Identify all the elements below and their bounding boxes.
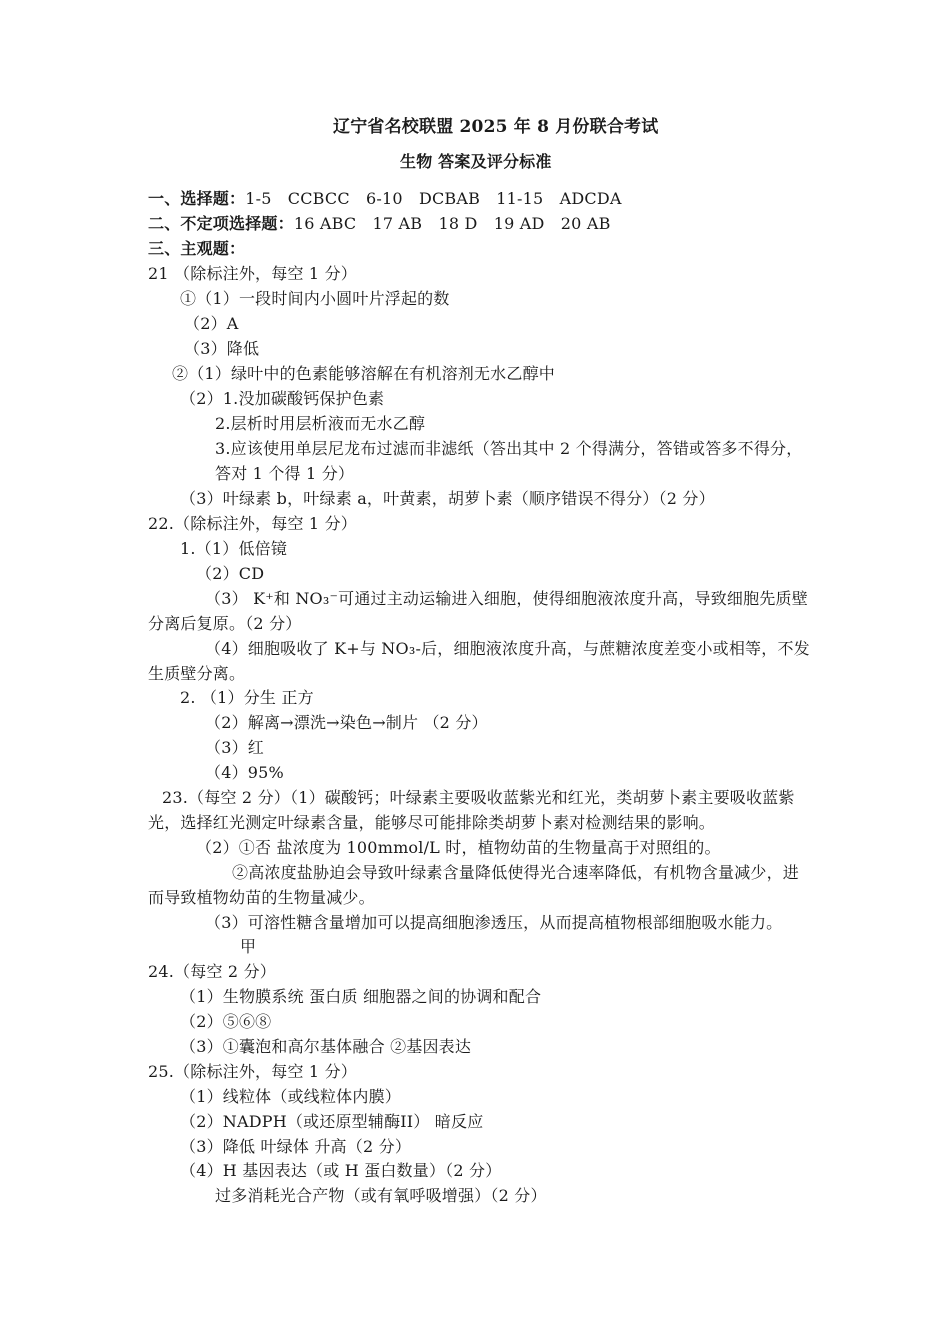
- q22-line: （3）红: [205, 738, 264, 757]
- q23-line: 甲: [240, 937, 257, 956]
- q23-line: （3）可溶性糖含量增加可以提高细胞渗透压，从而提高植物根部细胞吸水能力。: [205, 913, 783, 932]
- q21-line: （2）A: [184, 314, 239, 333]
- q22-line: 1.（1）低倍镜: [180, 539, 288, 558]
- q21-head: 21 （除标注外，每空 1 分）: [148, 264, 357, 283]
- q23-line: 光，选择红光测定叶绿素含量，能够尽可能排除类胡萝卜素对检测结果的影响。: [148, 813, 716, 832]
- q21-line: （2）1.没加碳酸钙保护色素: [180, 389, 385, 408]
- q22-line: 2. （1）分生 正方: [180, 688, 314, 707]
- q22-line: （4）95%: [205, 763, 284, 782]
- q25-line: （4）H 基因表达（或 H 蛋白数量）（2 分）: [180, 1161, 502, 1180]
- page-subtitle: 生物 答案及评分标准: [400, 152, 552, 171]
- q24-line: （1）生物膜系统 蛋白质 细胞器之间的协调和配合: [180, 987, 542, 1006]
- subjective-label: 三、主观题：: [148, 239, 246, 258]
- q22-line: （2）CD: [196, 564, 265, 583]
- q23-line: 23.（每空 2 分）（1）碳酸钙；叶绿素主要吸收蓝紫光和红光，类胡萝卜素主要吸收蓝紫: [162, 788, 795, 807]
- q24-line: （3）①囊泡和高尔基体融合 ②基因表达: [180, 1037, 472, 1056]
- q21-line: （3）降低: [184, 339, 260, 358]
- multi-choice-answers: 16 ABC 17 AB 18 D 19 AD 20 AB: [293, 214, 611, 233]
- q22-head: 22.（除标注外，每空 1 分）: [148, 514, 357, 533]
- multi-choice-section: [148, 214, 611, 234]
- q24-line: （2）⑤⑥⑧: [180, 1012, 272, 1031]
- q22-line: （2）解离→漂洗→染色→制片 （2 分）: [205, 713, 488, 732]
- q24-head: 24.（每空 2 分）: [148, 962, 276, 981]
- q21-line: 3.应该使用单层尼龙布过滤而非滤纸（答出其中 2 个得满分，答错或答多不得分，: [215, 439, 803, 458]
- q25-line: （2）NADPH（或还原型辅酶II） 暗反应: [180, 1112, 484, 1131]
- q22-line: 分离后复原。（2 分）: [148, 614, 302, 633]
- q23-line: （2）①否 盐浓度为 100mmol/L 时，植物幼苗的生物量高于对照组的。: [196, 838, 721, 857]
- q21-line: 答对 1 个得 1 分）: [215, 464, 355, 483]
- choice-label: 一、选择题：: [148, 189, 246, 208]
- q21-line: 2.层析时用层析液而无水乙醇: [215, 414, 426, 433]
- q21-line: （3）叶绿素 b，叶绿素 a，叶黄素，胡萝卜素（顺序错误不得分）（2 分）: [180, 489, 715, 508]
- choice-section: [148, 189, 622, 209]
- q22-line: （3） K⁺和 NO₃⁻可通过主动运输进入细胞，使得细胞液浓度升高，导致细胞先质壁: [205, 589, 808, 608]
- page-title: 辽宁省名校联盟 2025 年 8 月份联合考试: [333, 117, 659, 137]
- q22-line: 生质壁分离。: [148, 664, 246, 683]
- q21-line: ②（1）绿叶中的色素能够溶解在有机溶剂无水乙醇中: [172, 364, 555, 383]
- choice-answers: 1-5 CCBCC 6-10 DCBAB 11-15 ADCDA: [245, 189, 622, 208]
- q21-line: ①（1）一段时间内小圆叶片浮起的数: [180, 289, 450, 308]
- q25-line: （1）线粒体（或线粒体内膜）: [180, 1087, 401, 1106]
- multi-choice-label: 二、不定项选择题：: [148, 214, 294, 233]
- q22-line: （4）细胞吸收了 K+与 NO₃-后，细胞液浓度升高，与蔗糖浓度差变小或相等，不发: [205, 639, 810, 658]
- q25-line: （3）降低 叶绿体 升高（2 分）: [180, 1137, 412, 1156]
- q23-line: 而导致植物幼苗的生物量减少。: [148, 888, 375, 907]
- q23-line: ②高浓度盐胁迫会导致叶绿素含量降低使得光合速率降低，有机物含量减少，进: [232, 863, 800, 882]
- q25-head: 25.（除标注外，每空 1 分）: [148, 1062, 357, 1081]
- q25-line: 过多消耗光合产物（或有氧呼吸增强）（2 分）: [215, 1186, 547, 1205]
